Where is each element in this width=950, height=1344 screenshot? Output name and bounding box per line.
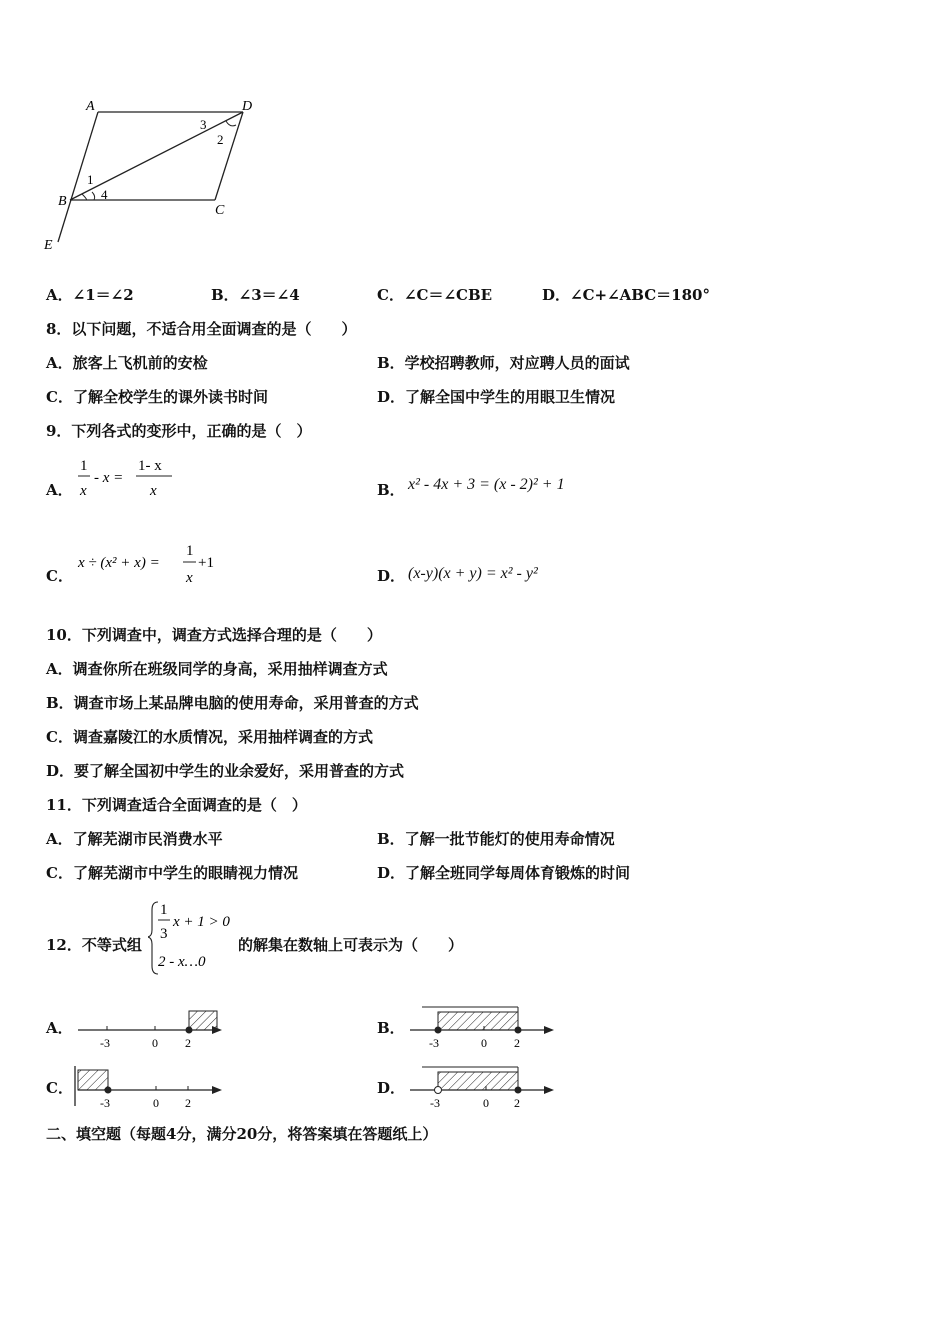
q12-prefix: 12．不等式组 <box>46 936 142 954</box>
q9-option-c-label[interactable]: C． <box>46 567 73 585</box>
tick-0: 0 <box>481 1036 487 1050</box>
q9-option-d-label[interactable]: D． <box>377 567 406 585</box>
frac2-num: 1- x <box>138 458 162 474</box>
q12-option-b-label[interactable]: B． <box>377 1019 405 1037</box>
parallelogram-figure <box>40 92 270 257</box>
tick-2: 2 <box>185 1096 191 1110</box>
q8-stem: 8．以下问题，不适合用全面调查的是（ ） <box>46 320 357 338</box>
q11-option-a[interactable]: A．了解芜湖市民消费水平 <box>46 830 223 848</box>
sys-frac-den: 3 <box>160 926 168 942</box>
q10-option-a[interactable]: A．调查你所在班级同学的身高，采用抽样调查方式 <box>46 660 388 678</box>
label-D: D <box>242 99 253 114</box>
q11-option-d[interactable]: D．了解全班同学每周体育锻炼的时间 <box>377 864 631 882</box>
q12-option-c-numberline <box>72 1062 226 1112</box>
label-E: E <box>44 238 53 253</box>
section2-title: 二、填空题（每题4分，满分20分，将答案填在答题纸上） <box>46 1125 438 1143</box>
sys-frac-num: 1 <box>160 902 168 918</box>
tick-minus3: -3 <box>100 1096 110 1110</box>
q10-stem: 10．下列调查中，调查方式选择合理的是（ ） <box>46 626 382 644</box>
angle-1: 1 <box>87 172 94 187</box>
angle-2: 2 <box>217 132 224 147</box>
q7-option-c[interactable]: C．∠C＝∠CBE <box>377 286 493 304</box>
c-frac-den: x <box>186 570 193 586</box>
q12-option-c-label[interactable]: C． <box>46 1079 73 1097</box>
q9-option-a-label[interactable]: A． <box>46 481 73 499</box>
q9-option-c-expr <box>76 540 236 590</box>
q11-stem: 11．下列调查适合全面调查的是（ ） <box>46 796 307 814</box>
q10-option-b[interactable]: B．调查市场上某品牌电脑的使用寿命，采用普查的方式 <box>46 694 419 712</box>
label-A: A <box>86 99 95 114</box>
q9-option-b-label[interactable]: B． <box>377 481 405 499</box>
q8-option-b[interactable]: B．学校招聘教师，对应聘人员的面试 <box>377 354 630 372</box>
tick-2: 2 <box>514 1096 520 1110</box>
q11-option-b[interactable]: B．了解一批节能灯的使用寿命情况 <box>377 830 615 848</box>
c-frac-num: 1 <box>186 543 194 559</box>
frac1-num: 1 <box>80 458 88 474</box>
q12-suffix: 的解集在数轴上可表示为（ ） <box>238 936 464 954</box>
tick-minus3: -3 <box>430 1096 440 1110</box>
q7-option-a[interactable]: A．∠1＝∠2 <box>46 286 134 304</box>
tick-2: 2 <box>185 1036 191 1050</box>
tick-minus3: -3 <box>429 1036 439 1050</box>
angle-3: 3 <box>200 117 207 132</box>
q12-option-a-label[interactable]: A． <box>46 1019 73 1037</box>
q11-option-c[interactable]: C．了解芜湖市中学生的眼睛视力情况 <box>46 864 298 882</box>
angle-4: 4 <box>101 187 108 202</box>
q12-option-d-label[interactable]: D． <box>377 1079 406 1097</box>
frac2-den: x <box>150 483 157 499</box>
q10-option-d[interactable]: D．要了解全国初中学生的业余爱好，采用普查的方式 <box>46 762 405 780</box>
a-middle: - x = <box>94 470 124 486</box>
q8-option-c[interactable]: C．了解全校学生的课外读书时间 <box>46 388 268 406</box>
q9-stem: 9．下列各式的变形中，正确的是（ ） <box>46 422 312 440</box>
c-left: x ÷ (x² + x) = <box>78 555 160 571</box>
q12-option-a-numberline <box>76 1005 226 1053</box>
q7-option-d[interactable]: D．∠C+∠ABC＝180° <box>542 286 710 304</box>
tick-0: 0 <box>483 1096 489 1110</box>
tick-0: 0 <box>152 1036 158 1050</box>
c-right: +1 <box>198 555 214 571</box>
label-C: C <box>215 203 225 218</box>
label-B: B <box>58 194 67 209</box>
q12-option-d-numberline <box>408 1062 558 1112</box>
frac1-den: x <box>80 483 87 499</box>
q9-option-b-expr: x² - 4x + 3 = (x - 2)² + 1 <box>408 476 565 493</box>
tick-2: 2 <box>514 1036 520 1050</box>
tick-0: 0 <box>153 1096 159 1110</box>
q8-option-d[interactable]: D．了解全国中学生的用眼卫生情况 <box>377 388 616 406</box>
q7-option-b[interactable]: B．∠3＝∠4 <box>211 286 300 304</box>
q9-option-d-expr: (x-y)(x + y) = x² - y² <box>408 565 538 582</box>
q8-option-a[interactable]: A．旅客上飞机前的安检 <box>46 354 208 372</box>
sys-line1: x + 1 > 0 <box>173 914 230 930</box>
q12-option-b-numberline <box>408 1002 558 1052</box>
inequality-system <box>148 898 240 976</box>
sys-line2: 2 - x…0 <box>158 954 206 970</box>
q10-option-c[interactable]: C．调查嘉陵江的水质情况，采用抽样调查的方式 <box>46 728 373 746</box>
tick-minus3: -3 <box>100 1036 110 1050</box>
q9-option-a-expr <box>76 455 186 503</box>
